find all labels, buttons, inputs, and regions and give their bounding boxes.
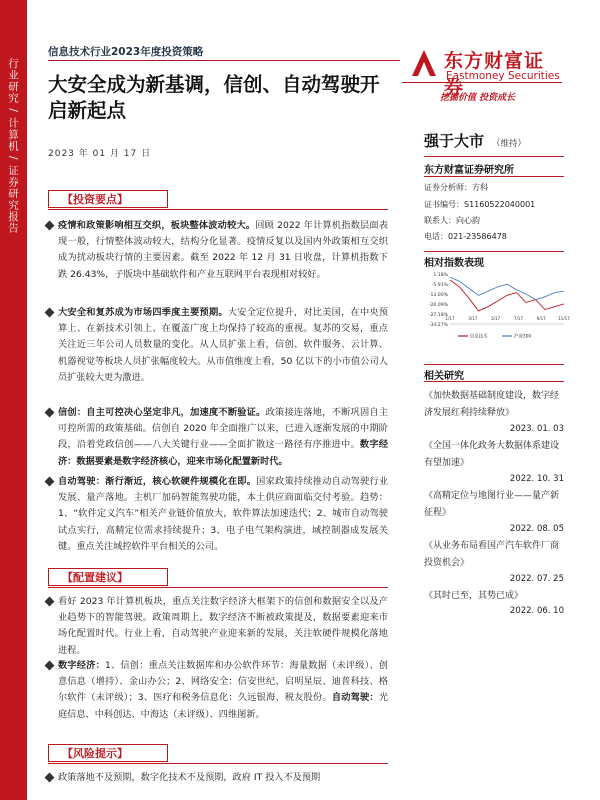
y-tick-label: -13.00% <box>428 293 448 298</box>
institute-name: 东方财富证券研究所 <box>424 165 514 176</box>
title-line-2: 启新起点 <box>48 99 127 122</box>
related-date-2: 2022. 10. 31 <box>509 474 564 484</box>
logo-mark-icon <box>408 46 440 80</box>
related-item-1[interactable]: 《加快数据基础制度建设，数字经济发展红利持续释放》 <box>424 391 560 418</box>
section-risk-head <box>48 744 388 764</box>
config-para-2: 数字经济：1、信创：重点关注数据库和办公软件环节：海量数据（未评级）、创意信息（增持）、金山办公；2、网络安全：信安世纪、启明星辰、迪普科技、格尔软件（未评级）；3、医疗和税务信息化：久远银海、税友股份。自动驾驶：光庭信息、中科创达、中海达（未评级）、四维图新。 <box>58 658 388 723</box>
related-heading: 相关研究 <box>424 371 464 382</box>
legend-label-1: 信息技术 <box>470 334 488 340</box>
invest-para-3: 信创：自主可控决心坚定非凡，加速度不断验证。政策接连落地，不断巩固自主可控所需的政策基础。信创自 2020 年全面推广以来，已进入逐渐发展的中期阶段，沿着党政信创——八大关键行业——全面扩散这一路径有序推进中。数字经济：数据要素是数字经济核心，迎来市场化配置新时代。 <box>58 405 388 470</box>
contact: 联系人：向心韵 <box>424 216 480 225</box>
bullet-icon <box>45 597 55 607</box>
config-para-1: 看好 2023 年计算机板块，重点关注数字经济大框架下的信创和数据安全以及产业趋势下的智能驾驶。政策周期上，数字经济不断被政策提及，数据要素迎来市场化配置时代。行业上看，自动驾驶产业迎来新的发展，关注软硬件规模化落地进程。 <box>58 594 388 659</box>
report-subtitle: 信息技术行业2023年度投资策略 <box>48 46 204 58</box>
invest-para-1: 疫情和政策影响相互交织，板块整体波动较大。回顾 2022 年计算机指数层面表现一般，行情整体波动较大，结构分化显著。疫情反复以及国内外政策相互交织成为扰动板块行情的主要因素。截至 2022 年 12 月 31 日收盘，计算机指数下跌 26.43%，子版块中基础软件和产业互联网平台表现相对较好。 <box>58 218 388 283</box>
related-item-4[interactable]: 《从业务布局看国产汽车软件厂商投资机会》 <box>424 541 560 568</box>
x-tick-label: 7/17 <box>513 316 523 321</box>
x-tick-label: 9/17 <box>536 316 546 321</box>
brand-name-en: Eastmoney Securities <box>446 70 560 82</box>
related-line <box>424 381 564 382</box>
title-line-1: 大安全成为新基调，信创、自动驾驶开 <box>48 73 380 96</box>
x-tick-label: 11/17 <box>558 316 570 321</box>
risk-para-1: 政策落地不及预期，数字化技术不及预期，政府 IT 投入不及预期 <box>58 770 388 786</box>
related-date-5: 2022. 06. 10 <box>509 606 564 616</box>
section-config-head <box>48 568 388 588</box>
bullet-icon <box>45 308 55 318</box>
related-item-2[interactable]: 《全国一体化政务大数据体系建设有望加速》 <box>424 441 560 468</box>
chart-divider <box>424 251 564 252</box>
logo-divider <box>402 82 562 83</box>
bullet-icon <box>45 408 55 418</box>
bullet-icon <box>45 477 55 487</box>
related-divider <box>424 364 564 365</box>
y-tick-label: 1.18% <box>433 273 448 278</box>
report-date: 2023 年 01 月 17 日 <box>48 149 152 159</box>
invest-para-4: 自动驾驶：渐行渐近，核心软硬件规模化在即。国家政策持续推动自动驾驶行业发展、量产落地。主机厂加码智能驾驶功能，本土供应商面临交付考验。趋势：1、“软件定义汽车”相关产业链价值放大，软件算法加速迭代；2、城市自动驾驶试点实行，高精定位需求持续提升；3、电子电气架构演进，域控制器成发展关键。重点关注域控软件平台相关的公司。 <box>58 474 388 555</box>
related-date-4: 2022. 07. 25 <box>509 574 564 584</box>
y-tick-label: -5.91% <box>431 283 448 288</box>
header-divider <box>48 60 400 61</box>
brand-name-cn: 东方财富证券 <box>444 50 545 99</box>
invest-para-2: 大安全和复苏成为市场四季度主要预期。大安全定位提升，对比美国，在中央预算上、在新技术引领上、在覆盖广度上均保持了较高的重视。复苏的交易，重点关注近三年公司人员数量的变化。从人员扩张上看，信创、软件服务、云计算、机器视觉等板块人员扩张幅度较大。从市值维度上看，50 亿以下的小市值公司人员扩张较大更为激进。 <box>58 305 388 386</box>
y-tick-label: -20.09% <box>428 303 448 308</box>
y-tick-label: -27.18% <box>428 313 448 318</box>
left-sidebar <box>0 0 27 800</box>
cert-number: 证书编号：S1160522040001 <box>424 200 536 209</box>
bullet-icon <box>45 661 55 671</box>
rating-sub: （维持） <box>492 139 527 149</box>
rating-label: 强于大市 <box>424 132 485 150</box>
x-tick-label: 5/17 <box>491 316 501 321</box>
sidebar-text: 行业研究 / 计算机 / 证券研究报告 <box>7 58 19 234</box>
x-tick-label: 1/17 <box>445 316 455 321</box>
legend-label-2: 沪深300 <box>514 334 532 340</box>
related-item-3[interactable]: 《高精定位与地图行业——量产新征程》 <box>424 491 560 518</box>
institute-divider <box>424 176 564 177</box>
report-title <box>48 72 398 124</box>
chart-heading: 相对指数表现 <box>424 258 484 269</box>
brand-slogan: 挖掘价值 投资成长 <box>440 93 516 103</box>
x-tick-label: 3/17 <box>468 316 478 321</box>
y-tick-label: -34.27% <box>428 323 448 328</box>
section-invest-label: 【投资要点】 <box>62 193 128 206</box>
section-config-label: 【配置建议】 <box>62 571 128 584</box>
bullet-icon <box>45 773 55 783</box>
section-invest-head <box>48 190 388 210</box>
rating-divider <box>424 156 564 157</box>
relative-index-chart <box>420 270 568 350</box>
bullet-icon <box>45 221 55 231</box>
analyst: 证券分析师：方科 <box>424 183 488 192</box>
related-date-1: 2023. 01. 03 <box>509 424 564 434</box>
related-item-5[interactable]: 《其时已至，其势已成》 <box>424 591 524 601</box>
phone: 电话：021-23586478 <box>424 232 507 241</box>
section-risk-label: 【风险提示】 <box>62 747 128 760</box>
related-date-3: 2022. 08. 05 <box>509 524 564 534</box>
